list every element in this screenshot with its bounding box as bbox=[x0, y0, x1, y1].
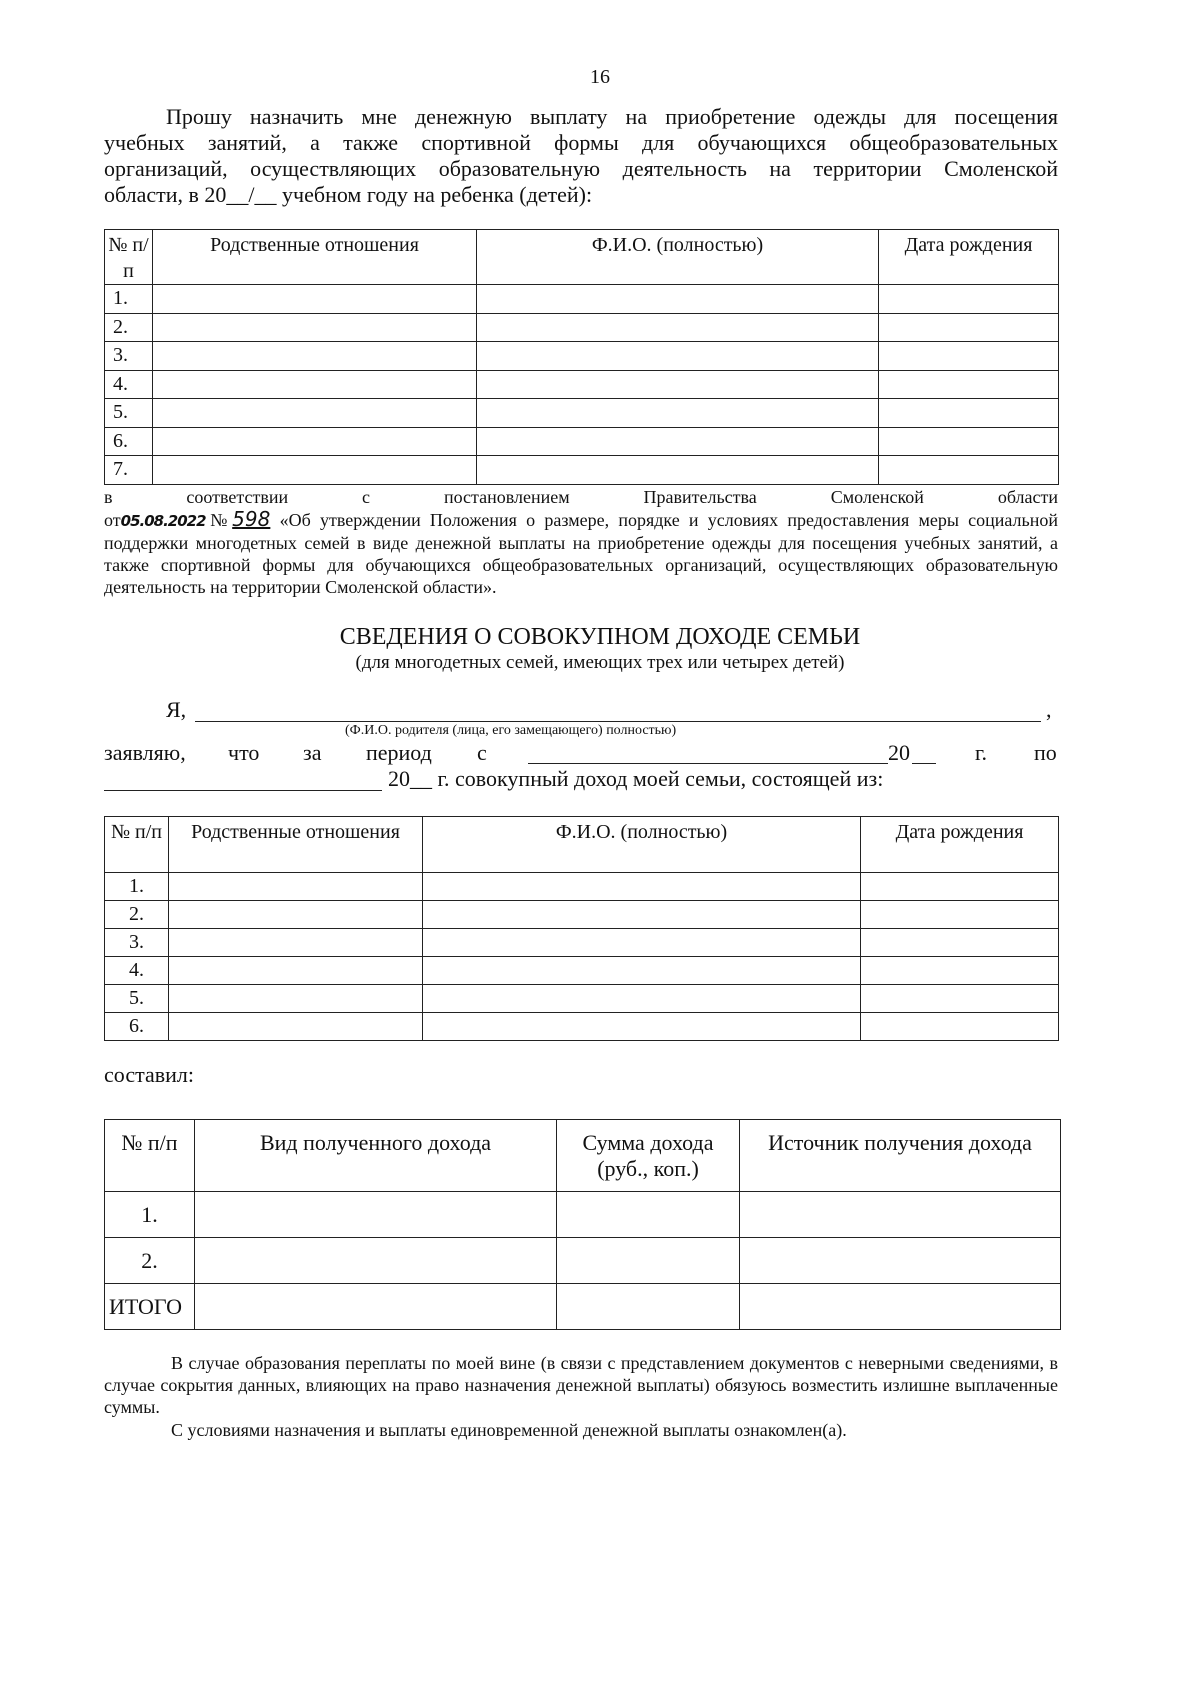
dob-cell[interactable] bbox=[879, 399, 1059, 428]
amount-cell[interactable] bbox=[557, 1238, 740, 1284]
decree-text: «Об утверждении Положения о размере, порядке и условиях предоставления меры социальной поддержки многодетных семей в виде денежной выплаты на приобретение одежды для посещения учебных занятий, а также спортивной формы для обучающихся общеобразовательных организаций, осуществляющих образовательную деятельность на территории Смоленской области». bbox=[104, 510, 1059, 597]
row-number: 6. bbox=[105, 1013, 169, 1041]
table-row bbox=[105, 957, 1059, 985]
income-table bbox=[104, 1119, 1061, 1330]
row-number: 1. bbox=[105, 1192, 195, 1238]
income-type-cell[interactable] bbox=[195, 1238, 557, 1284]
row-number: 5. bbox=[105, 399, 153, 428]
income-section-subtitle: (для многодетных семей, имеющих трех или четырех детей) bbox=[355, 652, 845, 673]
dob-cell[interactable] bbox=[861, 873, 1059, 901]
source-cell[interactable] bbox=[740, 1192, 1061, 1238]
children-table-header bbox=[105, 230, 1059, 285]
period-start-year-field[interactable] bbox=[912, 742, 936, 764]
fio-cell[interactable] bbox=[423, 985, 861, 1013]
col-num-header: № п/п bbox=[105, 817, 169, 873]
handwritten-number: 598 bbox=[232, 507, 271, 531]
table-row bbox=[105, 370, 1059, 399]
total-label: ИТОГО bbox=[105, 1284, 195, 1330]
dob-cell[interactable] bbox=[861, 929, 1059, 957]
relation-cell[interactable] bbox=[169, 929, 423, 957]
dob-cell[interactable] bbox=[861, 985, 1059, 1013]
row-number: 4. bbox=[105, 957, 169, 985]
dob-cell[interactable] bbox=[879, 370, 1059, 399]
period-end-text: 20__ г. совокупный доход моей семьи, состоящей из: bbox=[388, 766, 884, 791]
relation-cell[interactable] bbox=[153, 399, 477, 428]
table-row bbox=[105, 901, 1059, 929]
table-row bbox=[105, 873, 1059, 901]
children-table bbox=[104, 229, 1059, 485]
fio-cell[interactable] bbox=[477, 313, 879, 342]
fio-cell[interactable] bbox=[477, 342, 879, 371]
fio-cell[interactable] bbox=[423, 957, 861, 985]
relation-cell[interactable] bbox=[169, 873, 423, 901]
table-row bbox=[105, 1013, 1059, 1041]
composed-label: составил: bbox=[104, 1062, 194, 1087]
decree-body: от05.08.2022№598 «Об утверждении Положения о размере, порядке и условиях предоставления меры социальной поддержки многодетных семей в виде денежной выплаты на приобретение одежды для посещения учебных занятий, а также спортивной формы для обучающихся общеобразовательных организаций, осуществляющих образовательную деятельность на территории Смоленской области». bbox=[104, 507, 1059, 597]
source-cell[interactable] bbox=[740, 1238, 1061, 1284]
row-number: 2. bbox=[105, 1238, 195, 1284]
relation-cell[interactable] bbox=[153, 370, 477, 399]
dob-cell[interactable] bbox=[879, 313, 1059, 342]
dob-cell[interactable] bbox=[861, 901, 1059, 929]
handwritten-date: 05.08.2022 bbox=[120, 512, 206, 530]
col-dob-header: Дата рождения bbox=[879, 230, 1059, 285]
relation-cell[interactable] bbox=[169, 957, 423, 985]
request-line-2: учебных занятий, а также спортивной формы для обучающихся общеобразовательных bbox=[104, 130, 1058, 155]
fio-cell[interactable] bbox=[423, 901, 861, 929]
total-row bbox=[105, 1284, 1061, 1330]
col-num-header: № п/п bbox=[105, 1120, 195, 1192]
g-label: г. bbox=[975, 740, 988, 765]
table-row bbox=[105, 456, 1059, 485]
family-table-header bbox=[105, 817, 1059, 873]
declare-word: период bbox=[366, 740, 432, 765]
col-num-header: № п/п bbox=[105, 230, 153, 285]
relation-cell[interactable] bbox=[153, 456, 477, 485]
col-amount-header: Сумма дохода (руб., коп.) bbox=[557, 1120, 740, 1192]
row-number: 4. bbox=[105, 370, 153, 399]
table-row bbox=[105, 1238, 1061, 1284]
row-number: 3. bbox=[105, 929, 169, 957]
request-line-4: области, в 20__/__ учебном году на ребенка (детей): bbox=[104, 182, 593, 207]
dob-cell[interactable] bbox=[861, 1013, 1059, 1041]
relation-cell[interactable] bbox=[153, 427, 477, 456]
family-table bbox=[104, 816, 1059, 1041]
fio-cell[interactable] bbox=[477, 370, 879, 399]
decree-line-1: в соответствии с постановлением Правительства Смоленской области bbox=[104, 487, 1058, 507]
row-number: 3. bbox=[105, 342, 153, 371]
declare-word: заявляю, bbox=[104, 740, 186, 765]
request-line-3: организаций, осуществляющих образовательную деятельность на территории Смоленской bbox=[104, 156, 1058, 181]
request-line-1: Прошу назначить мне денежную выплату на приобретение одежды для посещения bbox=[166, 104, 1058, 129]
declare-word: за bbox=[303, 740, 322, 765]
income-type-cell[interactable] bbox=[195, 1284, 557, 1330]
table-row bbox=[105, 342, 1059, 371]
fio-cell[interactable] bbox=[477, 456, 879, 485]
row-number: 1. bbox=[105, 285, 153, 314]
fio-caption: (Ф.И.О. родителя (лица, его замещающего) полностью) bbox=[345, 723, 677, 738]
col-fio-header: Ф.И.О. (полностью) bbox=[477, 230, 879, 285]
declare-word: что bbox=[228, 740, 260, 765]
fio-cell[interactable] bbox=[477, 427, 879, 456]
fio-cell[interactable] bbox=[423, 873, 861, 901]
fio-cell[interactable] bbox=[477, 285, 879, 314]
row-number: 7. bbox=[105, 456, 153, 485]
table-row bbox=[105, 285, 1059, 314]
row-number: 5. bbox=[105, 985, 169, 1013]
overpayment-paragraph: В случае образования переплаты по моей вине (в связи с представлением документов с неверными сведениями, в случае сокрытия данных, влияющих на право назначения денежной выплаты) обязуюсь возместить излишне выплаченные суммы. bbox=[104, 1353, 1058, 1417]
row-number: 2. bbox=[105, 313, 153, 342]
table-row bbox=[105, 427, 1059, 456]
comma: , bbox=[1046, 697, 1052, 722]
amount-cell[interactable] bbox=[557, 1192, 740, 1238]
dob-cell[interactable] bbox=[879, 427, 1059, 456]
table-row bbox=[105, 985, 1059, 1013]
row-number: 6. bbox=[105, 427, 153, 456]
relation-cell[interactable] bbox=[153, 342, 477, 371]
col-source-header: Источник получения дохода bbox=[740, 1120, 1061, 1192]
income-table-header bbox=[105, 1120, 1061, 1192]
relation-cell[interactable] bbox=[169, 1013, 423, 1041]
acknowledged-paragraph: С условиями назначения и выплаты единовременной денежной выплаты ознакомлен(а). bbox=[171, 1420, 847, 1440]
year-prefix: 20 bbox=[888, 740, 910, 765]
fio-cell[interactable] bbox=[423, 929, 861, 957]
decree-paragraph bbox=[104, 486, 1058, 598]
parent-fio-field[interactable] bbox=[195, 700, 1041, 722]
table-row bbox=[105, 929, 1059, 957]
fio-cell[interactable] bbox=[423, 1013, 861, 1041]
table-row bbox=[105, 399, 1059, 428]
table-row bbox=[105, 313, 1059, 342]
income-type-cell[interactable] bbox=[195, 1192, 557, 1238]
col-relation-header: Родственные отношения bbox=[169, 817, 423, 873]
dob-cell[interactable] bbox=[861, 957, 1059, 985]
fio-cell[interactable] bbox=[477, 399, 879, 428]
relation-cell[interactable] bbox=[169, 985, 423, 1013]
number-sign: № bbox=[205, 510, 233, 530]
dob-cell[interactable] bbox=[879, 342, 1059, 371]
declare-word: с bbox=[477, 740, 487, 765]
income-section-title: СВЕДЕНИЯ О СОВОКУПНОМ ДОХОДЕ СЕМЬИ bbox=[339, 624, 861, 650]
period-end-field[interactable] bbox=[104, 769, 382, 791]
i-label: Я, bbox=[166, 697, 187, 722]
col-income-type-header: Вид полученного дохода bbox=[195, 1120, 557, 1192]
amount-cell[interactable] bbox=[557, 1284, 740, 1330]
col-relation-header: Родственные отношения bbox=[153, 230, 477, 285]
col-fio-header: Ф.И.О. (полностью) bbox=[423, 817, 861, 873]
dob-cell[interactable] bbox=[879, 456, 1059, 485]
relation-cell[interactable] bbox=[169, 901, 423, 929]
col-dob-header: Дата рождения bbox=[861, 817, 1059, 873]
row-number: 2. bbox=[105, 901, 169, 929]
row-number: 1. bbox=[105, 873, 169, 901]
relation-cell[interactable] bbox=[153, 285, 477, 314]
dob-cell[interactable] bbox=[879, 285, 1059, 314]
source-cell[interactable] bbox=[740, 1284, 1061, 1330]
table-row bbox=[105, 1192, 1061, 1238]
period-start-field[interactable] bbox=[528, 742, 888, 764]
page-number: 16 bbox=[590, 66, 610, 88]
po-label: по bbox=[1034, 740, 1057, 765]
relation-cell[interactable] bbox=[153, 313, 477, 342]
request-paragraph bbox=[104, 104, 1058, 208]
